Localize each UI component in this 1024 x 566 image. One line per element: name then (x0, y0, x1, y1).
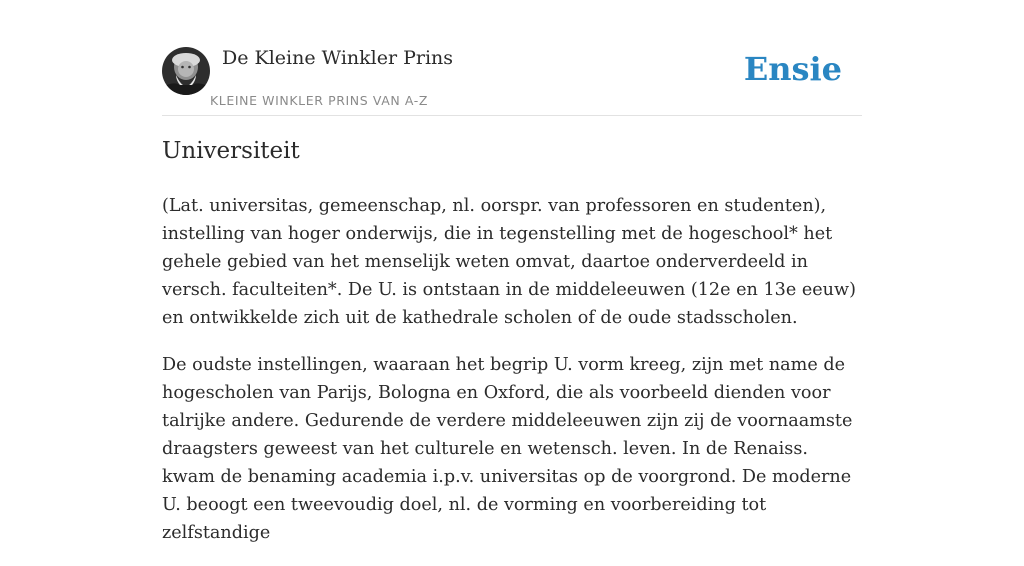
brand-logo[interactable]: Ensie (743, 50, 842, 88)
paragraph: De oudste instellingen, waaraan het begrip U. vorm kreeg, zijn met name de hogescholen van Parijs, Bologna en Oxford, die als voorbeeld dienden voor talrijke andere. Gedurende de verdere middeleeuwen zijn zij de voornaamste draagsters geweest van het culturele en wetensch. leven. In de Renaiss. kwam de benaming academia i.p.v. universitas op de voorgrond. De moderne U. beoogt een tweevoudig doel, nl. de vorming en voorbereiding tot zelfstandige (162, 355, 853, 543)
page-title: Universiteit (162, 138, 300, 164)
article-body (162, 192, 862, 566)
header (162, 45, 862, 116)
source-subtitle[interactable]: KLEINE WINKLER PRINS VAN A-Z (210, 93, 429, 108)
paragraph: (Lat. universitas, gemeenschap, nl. oorspr. van professoren en studenten), instelling van hoger onderwijs, die in tegenstelling met de hogeschool* het gehele gebied van het menselijk weten omvat, daartoe onderverdeeld in versch. faculteiten*. De U. is ontstaan in de middeleeuwen (12e en 13e eeuw) en ontwikkelde zich uit de kathedrale scholen of de oude stadsscholen. (162, 196, 856, 328)
author-portrait-icon (162, 47, 210, 95)
author-name[interactable]: De Kleine Winkler Prins (222, 47, 454, 69)
author-avatar[interactable] (162, 47, 210, 95)
